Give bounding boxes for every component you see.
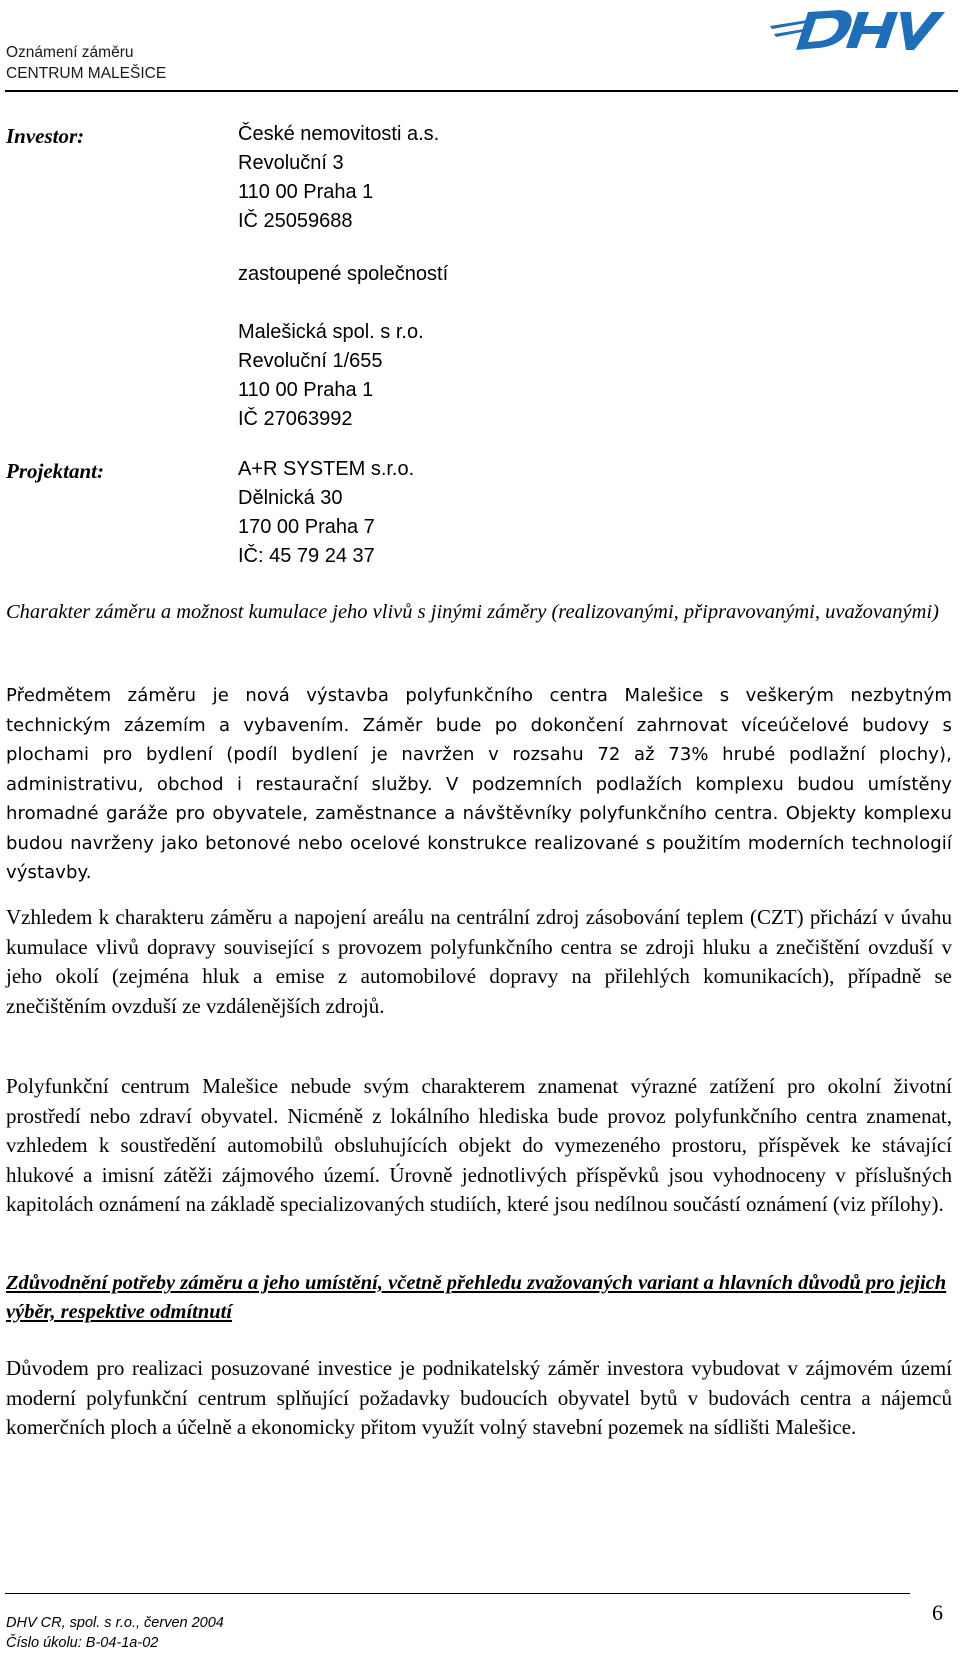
- header-project-name: CENTRUM MALEŠICE: [6, 65, 167, 82]
- representative-city: 110 00 Praha 1: [238, 379, 374, 401]
- footer-divider: [5, 1593, 910, 1594]
- investor-ic: IČ 25059688: [238, 210, 353, 232]
- header-title: Oznámení záměru: [6, 44, 134, 61]
- section-heading-justification: Zdůvodnění potřeby záměru a jeho umístění, včetně přehledu zvažovaných variant a hlavních důvodů pro jejich výběr, respektive odmítnutí: [6, 1272, 947, 1323]
- representative-ic: IČ 27063992: [238, 408, 353, 430]
- investor-company: České nemovitosti a.s.: [238, 123, 440, 145]
- projektant-city: 170 00 Praha 7: [238, 516, 375, 538]
- footer-company-date: DHV CR, spol. s r.o., červen 2004: [6, 1615, 224, 1631]
- document-header: [6, 42, 166, 84]
- paragraph-subject: Předmětem záměru je nová výstavba polyfunkčního centra Malešice s veškerým nezbytným technickým zázemím a vybavením. Záměr bude po dokončení zahrnovat víceúčelové budovy s plochami pro bydlení (podíl bydlení je navržen v rozsahu 72 až 73% hrubé podlažní plochy), administrativu, obchod i restaurační služby. V podzemních podlažích komplexu budou umístěny hromadné garáže pro obyvatele, zaměstnance a návštěvníky polyfunkčního centra. Objekty komplexu budou navrženy jako betonové nebo ocelové konstrukce realizované s použitím moderních technologií výstavby.: [6, 685, 952, 883]
- projektant-address: [238, 455, 414, 571]
- representative-address: [238, 318, 424, 434]
- representative-street: Revoluční 1/655: [238, 350, 383, 372]
- document-footer: [6, 1613, 224, 1653]
- page-number: 6: [932, 1600, 943, 1625]
- header-divider: [5, 90, 958, 92]
- projektant-company: A+R SYSTEM s.r.o.: [238, 458, 415, 480]
- investor-city: 110 00 Praha 1: [238, 181, 374, 203]
- projektant-street: Dělnická 30: [238, 487, 343, 509]
- footer-task-number: Číslo úkolu: B-04-1a-02: [6, 1635, 159, 1651]
- investor-address: [238, 120, 439, 236]
- paragraph-impact: Polyfunkční centrum Malešice nebude svým charakterem znamenat výrazné zatížení pro okolní životní prostředí nebo zdraví obyvatel. Nicméně z lokálního hlediska bude provoz polyfunkčního centra znamenat, vzhledem k soustředění automobilů obsluhujících objekt do vymezeného prostoru, příspěvek ke stávající hlukové a imisní zátěži zájmového území. Úrovně jednotlivých příspěvků jsou vyhodnoceny v příslušných kapitolách oznámení na základě specializovaných studiích, které jsou nedílnou součástí oznámení (viz přílohy).: [6, 1074, 952, 1216]
- section-heading-character: Charakter záměru a možnost kumulace jeho vlivů s jinými záměry (realizovanými, připravovanými, uvažovanými): [6, 601, 939, 623]
- projektant-label: Projektant:: [6, 459, 104, 483]
- projektant-ic: IČ: 45 79 24 37: [238, 545, 375, 567]
- paragraph-reason: Důvodem pro realizaci posuzované investice je podnikatelský záměr investora vybudovat v zájmovém území moderní polyfunkční centrum splňující požadavky budoucích obyvatel bytů v budovách centra a nájemců komerčních ploch a účelně a ekonomicky přitom využít volný stavební pozemek na sídlišti Malešice.: [6, 1356, 952, 1439]
- dhv-logo-icon: [768, 4, 948, 56]
- investor-street: Revoluční 3: [238, 152, 344, 174]
- represented-by-text: zastoupené společností: [238, 263, 449, 285]
- paragraph-cumulation: Vzhledem k charakteru záměru a napojení areálu na centrální zdroj zásobování teplem (CZT) přichází v úvahu kumulace vlivů dopravy související s provozem polyfunkčního centra se zdroji hluku a znečištění ovzduší v jeho okolí (zejména hluk a emise z automobilové dopravy na přilehlých komunikacích), případně se znečištěním ovzduší ze vzdálenějších zdrojů.: [6, 905, 952, 1018]
- investor-label: Investor:: [6, 124, 85, 148]
- representative-company: Malešická spol. s r.o.: [238, 321, 424, 343]
